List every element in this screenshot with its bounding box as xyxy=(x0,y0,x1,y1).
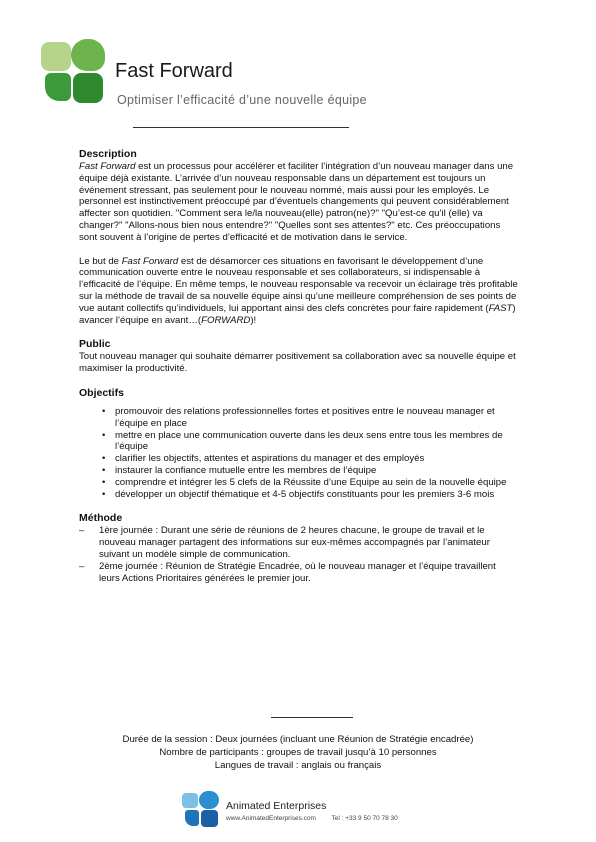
company-name: Animated Enterprises xyxy=(226,800,327,812)
methode-item-1 xyxy=(79,525,519,560)
session-duration: Durée de la session : Deux journées (incluant une Réunion de Stratégie encadrée) xyxy=(122,734,474,745)
logo-square-darker xyxy=(73,73,103,103)
header-divider xyxy=(133,127,349,128)
description-paragraph-2 xyxy=(79,256,519,327)
methode-text-2: 2ème journée : Réunion de Stratégie Encadrée, où le nouveau manager et l’équipe travaillent leurs Actions Prioritaires générées le premier jour. xyxy=(99,560,496,584)
objectifs-list xyxy=(79,406,519,500)
description-heading: Description xyxy=(79,148,137,160)
fast-emphasis: FAST xyxy=(488,302,513,314)
objectifs-section xyxy=(79,387,519,500)
description-text-2b: est de désamorcer ces situations en favorisant le développement d’une communication ouverte entre le nouveau responsable et ses collaborateurs, si indispensable à l’efficacité de l’équipe. En même temps, le nouveau responsable va recevoir un éclairage très profitable sur la méthode de travail de sa nouvelle équipe ainsi qu’une meilleure compréhension de ses points de vue autant collectifs qu’individuels, lui apportant ainsi des clefs concrètes pour faire rapidement ( xyxy=(79,255,518,314)
logo-square-dark-blue xyxy=(201,810,218,827)
list-item: • comprendre et intégrer les 5 clefs de la Réussite d’une Equipe au sein de la nouvelle équipe xyxy=(102,477,519,489)
list-item: • développer un objectif thématique et 4-5 objectifs constituants pour les premiers 3-6 mois xyxy=(102,489,519,501)
logo-square-blue xyxy=(185,810,199,826)
product-name: Fast Forward xyxy=(79,161,136,172)
logo-circle-green xyxy=(71,39,105,71)
objectifs-heading: Objectifs xyxy=(79,386,124,399)
public-heading: Public xyxy=(79,338,111,351)
dash-marker: – xyxy=(79,525,85,537)
description-text-2a: Le but de xyxy=(79,255,122,267)
document-title: Fast Forward xyxy=(115,60,233,82)
document-subtitle: Optimiser l’efficacité d’une nouvelle équipe xyxy=(117,93,367,107)
summary-divider xyxy=(271,717,353,718)
methode-section xyxy=(79,512,519,584)
dash-marker: – xyxy=(79,560,85,572)
company-contact xyxy=(226,815,398,822)
description-text-2d: )! xyxy=(250,314,257,326)
description-text-1: est un processus pour accélérer et faciliter l’intégration d’un nouveau manager dans une équipe déjà existante. L’arrivée d’un nouveau responsable dans un département est toujours un événement stressant, pas seulement pour le nouveau nommé, mais aussi pour les employés. Le personnel est instinctivement préoccupé par d’éventuels changements qui peuvent considérablement affecter son quotidien. "Comment sera le/la nouveau(elle) patron(ne)?" "Qu’est-ce qu’il (elle) va changer?" "Allons-nous bien nous entendre?" "Quelles sont ses attentes?" etc. Ces préoccupations sont souvent à l’origine de pertes d’efficacité et de motivation dans le service. xyxy=(79,161,514,243)
description-text-2c: ) avancer l’équipe en avant…( xyxy=(79,302,516,326)
website-link[interactable]: www.AnimatedEnterprises.com xyxy=(226,815,316,822)
logo-square-dark xyxy=(45,73,71,101)
document-body xyxy=(79,148,519,596)
methode-text-1: 1ère journée : Durant une série de réunions de 2 heures chacune, le groupe de travail et le nouveau manager partagent des informations sur eux-mêmes accompagnés par l’animateur suivant un modèle simple de communication. xyxy=(99,525,490,560)
phone-number: Tel : +33 9 50 70 78 30 xyxy=(331,815,398,822)
list-item: • instaurer la confiance mutuelle entre les membres de l’équipe xyxy=(102,465,519,477)
animated-enterprises-logo xyxy=(182,791,220,828)
session-summary xyxy=(60,733,536,772)
description-paragraph-1 xyxy=(79,161,519,244)
logo-square-light-blue xyxy=(182,793,198,808)
participants-count: Nombre de participants : groupes de travail jusqu’à 10 personnes xyxy=(159,747,437,758)
public-section xyxy=(79,338,519,375)
methode-heading: Méthode xyxy=(79,512,123,525)
list-item: • clarifier les objectifs, attentes et aspirations du manager et des employés xyxy=(102,453,519,465)
list-item: • mettre en place une communication ouverte dans les deux sens entre tous les membres de l’équipe xyxy=(102,430,519,454)
fast-forward-logo xyxy=(41,39,105,103)
working-languages: Langues de travail : anglais ou français xyxy=(214,760,382,771)
product-name-2: Fast Forward xyxy=(121,255,179,267)
logo-square-light xyxy=(41,42,71,71)
description-section xyxy=(79,148,519,326)
logo-circle-blue xyxy=(199,791,219,809)
methode-item-2 xyxy=(79,560,519,585)
list-item: • promouvoir des relations professionnelles fortes et positives entre le nouveau manager et l’équipe en place xyxy=(102,406,519,430)
forward-emphasis: FORWARD xyxy=(201,314,251,326)
public-text: Tout nouveau manager qui souhaite démarrer positivement sa collaboration avec sa nouvelle équipe et maximiser la productivité. xyxy=(79,351,516,375)
